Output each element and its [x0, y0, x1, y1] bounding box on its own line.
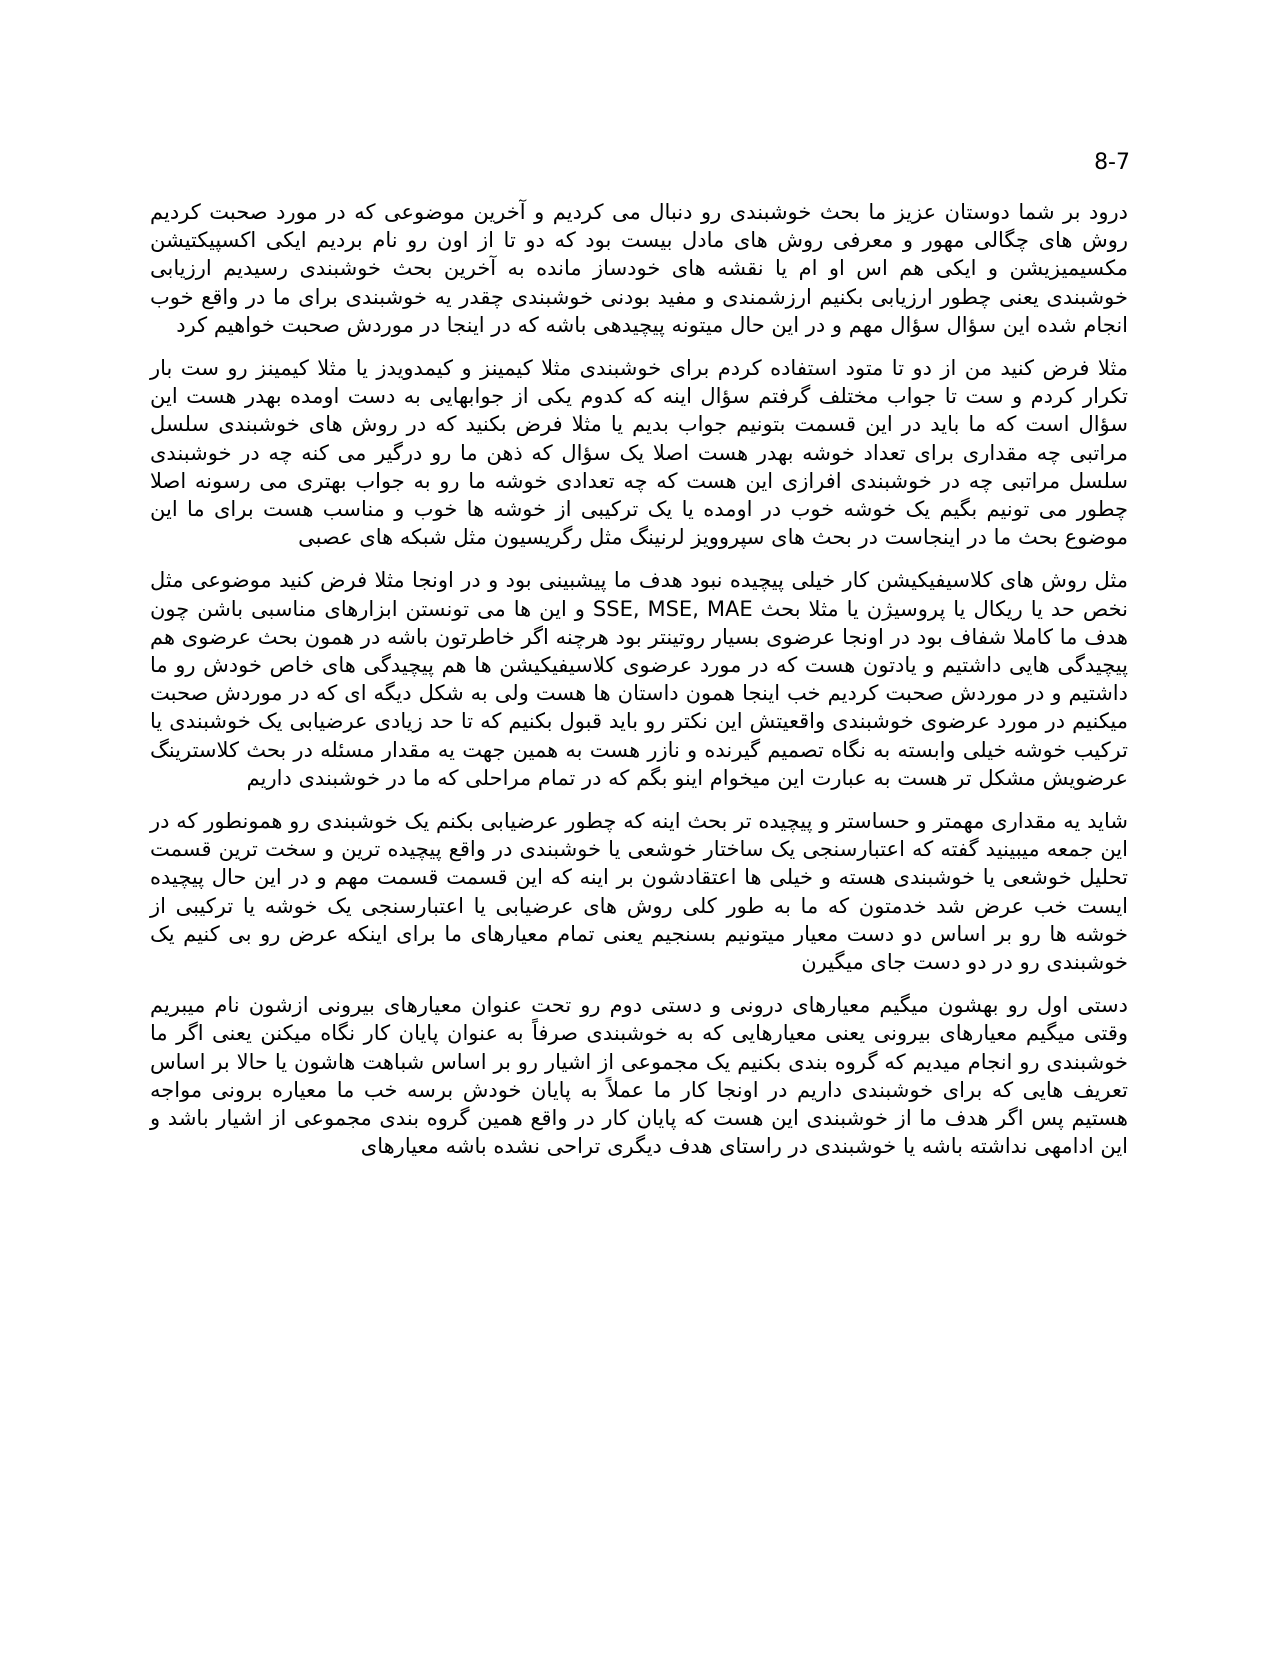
paragraph-1: درود بر شما دوستان عزیز ما بحث خوشبندی رو دنبال می کردیم و آخرین موضوعی که در مورد صحبت کردیم روش های چگالی مهور و معرفی روش های مادل بیست بود که دو تا از اون رو نام بردیم ایکی اکسپیکتیشن مکسیمیزیشن و ایکی هم اس او ام یا نقشه های خودساز مانده به آخرین بحث خوشبندی رسیدیم ارزیابی خوشبندی یعنی چطور ارزیابی بکنیم ارزشمندی و مفید بودنی خوشبندی چقدر یه خوشبندی برای ما در واقع خوب انجام شده این سؤال سؤال مهم و در این حال میتونه پیچیدهی باشه که در اینجا در موردش صحبت خواهیم کرد: [150, 200, 1128, 337]
paragraph-3: مثل روش های کلاسیفیکیشن کار خیلی پیچیده نبود هدف ما پیشبینی بود و در اونجا مثلا فرض کنید موضوعی مثل نخص حد یا ریکال یا پروسیژن یا مثلا بحث SSE, MSE, MAE و این ها می تونستن ابزارهای مناسبی باشن چون هدف ما کاملا شفاف بود در اونجا عرضوی بسیار روتینتر بود هرچنه اگر خاطرتون باشه در همون بحث عرضوی هم پیچیدگی هایی داشتیم و یادتون هست که در مورد عرضوی کلاسیفیکیشن ها هم پیچیدگی های خاص خودش رو ما داشتیم و در موردش صحبت کردیم خب اینجا همون داستان ها هست ولی به شکل دیگه ای که در موردش صحبت میکنیم در مورد عرضوی خوشبندی واقعیتش این نکتر رو باید قبول بکنیم که تا حد زیادی عرضیابی یک خوشبندی یا ترکیب خوشه خیلی وابسته به نگاه تصمیم گیرنده و نازر هست به همین جهت یه مقدار مسئله در بحث کلاسترینگ عرضویش مشکل تر هست به عبارت این میخوام اینو بگم که در تمام مراحلی که ما در خوشبندی داریم: [150, 568, 1128, 790]
document-body: [150, 198, 1128, 1176]
paragraph-4: شاید یه مقداری مهمتر و حساستر و پیچیده تر بحث اینه که چطور عرضیابی بکنم یک خوشبندی رو همونطور که در این جمعه میبینید گفته که اعتبارسنجی یک ساختار خوشعی یا خوشبندی در واقع پیچیده ترین و سخت ترین قسمت تحلیل خوشعی یا خوشبندی هسته و خیلی ها اعتقادشون بر اینه که این قسمت قسمت مهم و در این حال پیچیده ایست خب عرض شد خدمتون که ما به طور کلی روش های عرضیابی یا اعتبارسنجی یک خوشه یا ترکیبی از خوشه ها رو بر اساس دو دست معیار میتونیم بسنجیم یعنی تمام معیارهای ما برای اینکه عرض رو بی کنیم یک خوشبندی رو در دو دست جای میگیرن: [150, 809, 1128, 975]
paragraph-5: دستی اول رو بهشون میگیم معیارهای درونی و دستی دوم رو تحت عنوان معیارهای بیرونی ازشون نام میبریم وقتی میگیم معیارهای بیرونی یعنی معیارهایی که به خوشبندی صرفاً به عنوان پایان کار نگاه میکنن یعنی اگر ما خوشبندی رو انجام میدیم که گروه بندی بکنیم یک مجموعی از اشیار رو بر اساس شباهت هاشون یا حالا بر اساس تعریف هایی که برای خوشبندی داریم در اونجا کار ما عملاً به پایان خودش برسه خب ما معیاره برونی مواجه هستیم پس اگر هدف ما از خوشبندی این هست که پایان کار در واقع همین گروه بندی مجموعی از اشیار باشد و این ادامهی نداشته باشه یا خوشبندی در راستای هدف دیگری تراحی نشده باشه معیارهای: [150, 993, 1128, 1159]
paragraph-2: مثلا فرض کنید من از دو تا متود استفاده کردم برای خوشبندی مثلا کیمینز و کیمدویدز یا مثلا کیمینز رو ست بار تکرار کردم و ست تا جواب مختلف گرفتم سؤال اینه که کدوم یکی از جوابهایی به دست اومده بهدر هست این سؤال است که ما باید در این قسمت بتونیم جواب بدیم یا مثلا فرض بکنید که در روش های خوشبندی سلسل مراتبی چه مقداری برای تعداد خوشه بهدر هست اصلا یک سؤال که ذهن ما رو درگیر می کنه چه در خوشبندی سلسل مراتبی چه در خوشبندی افرازی این هست که چه تعدادی خوشه ما رو به جواب بهتری می رسونه اصلا چطور می تونیم بگیم یک خوشه خوب در اومده یا یک ترکیبی از خوشه ها خوب و مناسب هست برای ما این موضوع بحث ما در اینجاست در بحث های سپروویز لرنینگ مثل رگریسیون مثل شبکه های عصبی: [150, 356, 1128, 550]
page-number: 8-7: [1094, 150, 1130, 175]
